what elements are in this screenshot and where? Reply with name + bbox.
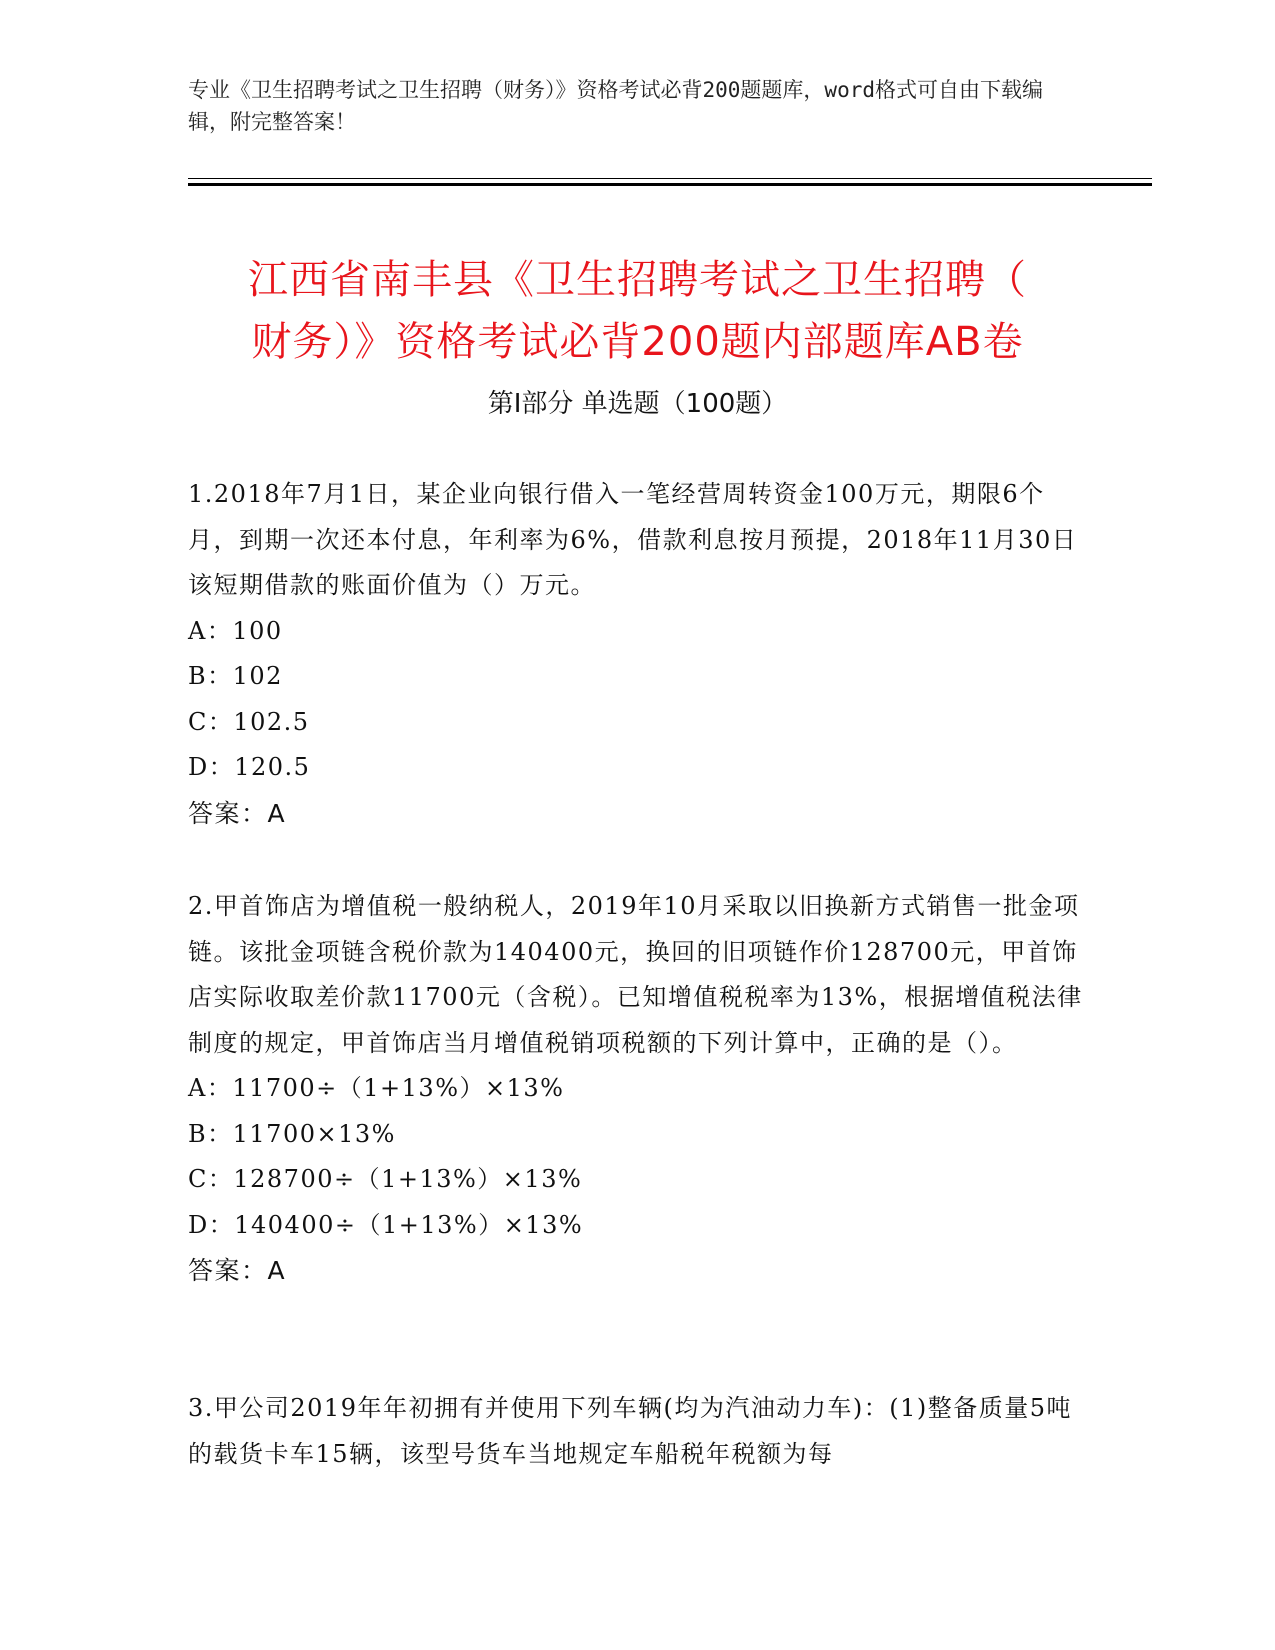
option-a: A：100 bbox=[188, 616, 283, 645]
question-stem: 3.甲公司2019年年初拥有并使用下列车辆(均为汽油动力车)：(1)整备质量5吨的载货卡车15辆，该型号货车当地规定车船税年税额为每 bbox=[188, 1394, 1072, 1468]
option-a: A：11700÷（1+13%）×13% bbox=[188, 1074, 565, 1102]
header-rule-thick bbox=[188, 183, 1152, 186]
title-line-2: 财务）》资格考试必背200题内部题库AB卷 bbox=[251, 318, 1024, 365]
answer-label: 答案：A bbox=[188, 1256, 287, 1285]
option-b: B：102 bbox=[188, 662, 283, 690]
question-stem: 2.甲首饰店为增值税一般纳税人，2019年10月采取以旧换新方式销售一批金项链。该批金项链含税价款为140400元，换回的旧项链作价128700元，甲首饰店实际收取差价款11700元（含税）。已知增值税税率为13%，根据增值税法律制度的规定，甲首饰店当月增值税销项税额的下列计算中，正确的是（）。 bbox=[188, 892, 1083, 1057]
title-line-1: 江西省南丰县《卫生招聘考试之卫生招聘（ bbox=[248, 256, 1027, 303]
option-c: C：102.5 bbox=[188, 707, 310, 736]
answer-label: 答案：A bbox=[188, 798, 287, 828]
option-c: C：128700÷（1+13%）×13% bbox=[188, 1165, 583, 1193]
option-d: D：120.5 bbox=[188, 753, 311, 781]
section-heading: 第Ⅰ部分 单选题（100题） bbox=[487, 389, 788, 419]
option-b: B：11700×13% bbox=[188, 1119, 396, 1148]
header-note: 专业《卫生招聘考试之卫生招聘（财务）》资格考试必背200题题库，word格式可自由下载编辑，附完整答案！ bbox=[188, 78, 1043, 134]
question-3 bbox=[188, 1386, 1088, 1477]
question-stem: 1.2018年7月1日，某企业向银行借入一笔经营周转资金100万元，期限6个月，到期一次还本付息，年利率为6%，借款利息按月预提，2018年11月30日该短期借款的账面价值为（）万元。 bbox=[188, 480, 1078, 599]
document-title bbox=[160, 249, 1115, 373]
option-d: D：140400÷（1+13%）×13% bbox=[188, 1210, 584, 1239]
question-2 bbox=[188, 884, 1088, 1294]
header-rule-thin bbox=[188, 178, 1152, 179]
question-1 bbox=[188, 472, 1088, 836]
